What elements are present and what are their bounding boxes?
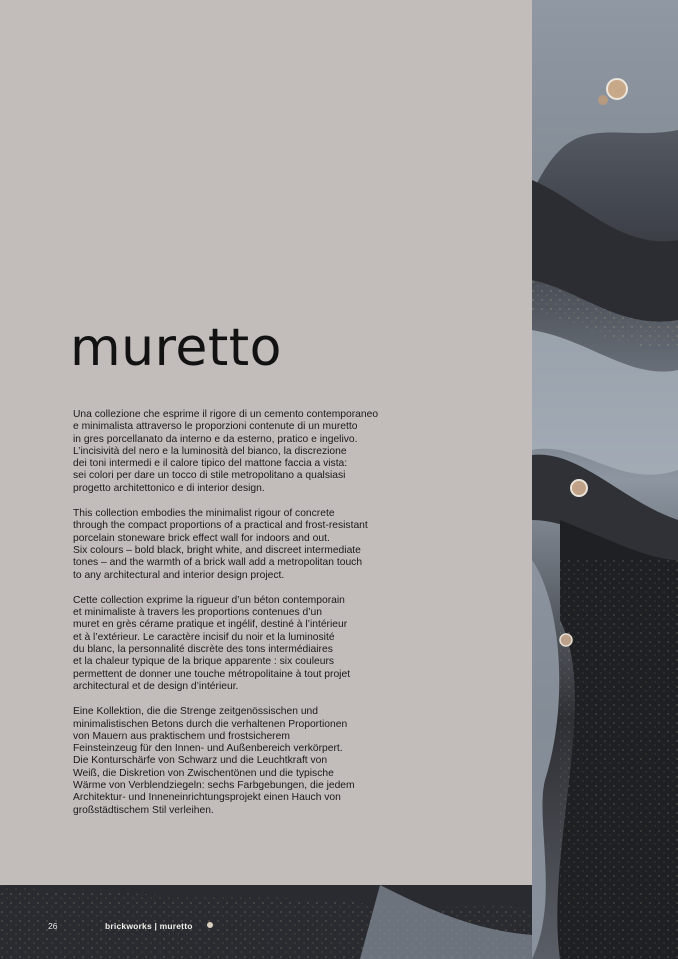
paragraph-french: Cette collection exprime la rigueur d’un béton contemporain et minimaliste à travers les proportions contenues d’un muret en grès cérame pratique et ingélif, destiné à l’intérieur et à l’extérieur. Le caractère incisif du noir et la luminosité du blanc, la personnalité discrète des tons intermédiaires et la chaleur typique de la brique apparente : six couleurs permettent de donner une touche métropolitaine à tout projet architectural et de design d’intérieur. xyxy=(73,594,351,692)
description-block xyxy=(73,409,403,830)
page-number: 26 xyxy=(48,921,58,931)
paragraph-german: Eine Kollektion, die die Strenge zeitgenössischen und minimalistischen Betons durch die verhaltenen Proportionen von Mauern aus praktischem und frostsicherem Feinsteinzeug für den Innen- und Außenbereich verkörpert. Die Konturschärfe von Schwarz und die Leuchtkraft von Weiß, die Diskretion von Zwischentönen und die typische Wärme von Verblendziegeln: sechs Farbgebungen, die jedem Architektur- und Inneneinrichtungsprojekt einen Hauch von großstädtischem Stil verleihen. xyxy=(73,706,355,816)
paragraph-italian: Una collezione che esprime il rigore di un cemento contemporaneo e minimalista attraverso le proporzioni contenute di un muretto in gres porcellanato da interno e da esterno, pratico e ingelivo. L’incisività del nero e la luminosità del bianco, la discrezione dei toni intermedi e il calore tipico del mattone faccia a vista: sei colori per dare un tocco di stile metropolitano a qualsiasi progetto architettonico e di interior design. xyxy=(73,409,379,494)
footer-brand: brickworks | muretto xyxy=(105,921,193,931)
paragraph-english: This collection embodies the minimalist rigour of concrete through the compact proportions of a practical and frost-resistant porcelain stoneware brick effect wall for indoors and out. Six colours – bold black, bright white, and discreet intermediate tones – and the warmth of a brick wall add a metropolitan touch to any architectural and interior design project. xyxy=(73,508,368,581)
collection-title: muretto xyxy=(70,318,282,378)
